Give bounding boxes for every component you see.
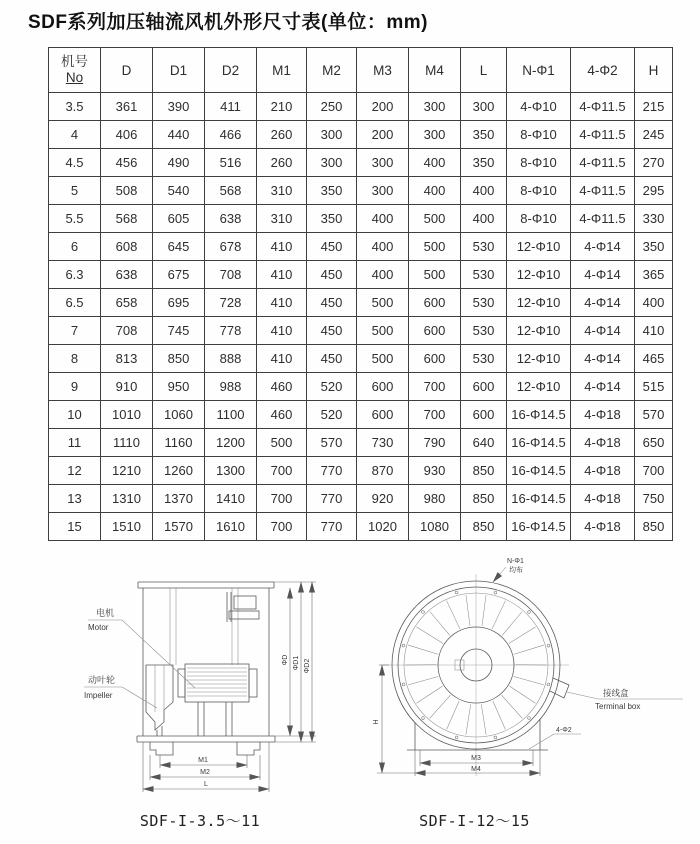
table-cell: 450: [307, 289, 357, 317]
table-row: [49, 177, 673, 205]
table-cell: 600: [461, 401, 507, 429]
table-cell: 260: [257, 121, 307, 149]
terminal-box: [550, 678, 683, 711]
height-dimension: [377, 665, 417, 773]
table-cell: 500: [409, 261, 461, 289]
table-cell: 745: [153, 317, 205, 345]
terminal-box-label-en: Terminal box: [595, 702, 641, 711]
table-cell: 8-Φ10: [507, 149, 571, 177]
table-cell: 658: [101, 289, 153, 317]
table-cell: 600: [461, 373, 507, 401]
table-cell: 700: [635, 457, 673, 485]
table-cell: 300: [357, 177, 409, 205]
col-header-d2: D2: [205, 48, 257, 93]
table-cell: 460: [257, 401, 307, 429]
table-cell: 516: [205, 149, 257, 177]
table-cell: 1610: [205, 513, 257, 541]
bolt-hole-note: [493, 558, 524, 582]
table-cell: 4.5: [49, 149, 101, 177]
table-row: [49, 289, 673, 317]
table-cell: 1100: [205, 401, 257, 429]
table-cell: 11: [49, 429, 101, 457]
table-cell: 708: [101, 317, 153, 345]
dim-label-m3: M3: [471, 755, 481, 762]
col-header-m1: M1: [257, 48, 307, 93]
table-cell: 4-Φ14: [571, 345, 635, 373]
table-cell: 770: [307, 457, 357, 485]
motor-label-en: Motor: [88, 623, 109, 632]
table-cell: 330: [635, 205, 673, 233]
table-cell: 600: [357, 401, 409, 429]
table-cell: 4-Φ18: [571, 485, 635, 513]
table-cell: 465: [635, 345, 673, 373]
dim-label-l: L: [204, 781, 208, 788]
table-cell: 4-Φ14: [571, 317, 635, 345]
header-no-line2: No: [65, 70, 84, 85]
foot-hole-note: [529, 727, 581, 749]
table-cell: 600: [409, 317, 461, 345]
table-cell: 700: [257, 457, 307, 485]
table-cell: 605: [153, 205, 205, 233]
table-cell: 530: [461, 261, 507, 289]
motor: [178, 664, 257, 736]
motor-label-cn: 电机: [96, 608, 115, 618]
table-cell: 540: [153, 177, 205, 205]
table-cell: 350: [635, 233, 673, 261]
table-cell: 568: [101, 205, 153, 233]
table-cell: 1020: [357, 513, 409, 541]
table-cell: 6: [49, 233, 101, 261]
table-row: [49, 345, 673, 373]
table-cell: 7: [49, 317, 101, 345]
table-cell: 295: [635, 177, 673, 205]
table-cell: 400: [409, 149, 461, 177]
table-cell: 15: [49, 513, 101, 541]
table-row: [49, 149, 673, 177]
table-cell: 4-Φ18: [571, 429, 635, 457]
table-cell: 5: [49, 177, 101, 205]
table-cell: 4-Φ11.5: [571, 205, 635, 233]
dimension-table: [48, 47, 673, 541]
table-cell: 16-Φ14.5: [507, 485, 571, 513]
table-cell: 16-Φ14.5: [507, 401, 571, 429]
table-cell: 4: [49, 121, 101, 149]
table-cell: 365: [635, 261, 673, 289]
table-cell: 728: [205, 289, 257, 317]
table-cell: 4-Φ14: [571, 289, 635, 317]
table-cell: 910: [101, 373, 153, 401]
table-cell: 515: [635, 373, 673, 401]
table-cell: 8: [49, 345, 101, 373]
impeller: [146, 665, 173, 736]
dim-label-phi-d1: ΦD1: [293, 655, 300, 671]
table-cell: 850: [461, 485, 507, 513]
table-cell: 260: [257, 149, 307, 177]
terminal-box-label-cn: 接线盒: [603, 688, 629, 698]
table-cell: 200: [357, 93, 409, 121]
table-cell: 400: [357, 261, 409, 289]
table-cell: 3.5: [49, 93, 101, 121]
table-cell: 1200: [205, 429, 257, 457]
table-cell: 410: [257, 345, 307, 373]
table-cell: 400: [357, 205, 409, 233]
table-cell: 13: [49, 485, 101, 513]
table-cell: 5.5: [49, 205, 101, 233]
page-title: SDF系列加压轴流风机外形尺寸表(单位：mm): [28, 12, 428, 33]
table-cell: 888: [205, 345, 257, 373]
table-cell: 310: [257, 205, 307, 233]
table-cell: 12-Φ10: [507, 373, 571, 401]
table-cell: 500: [257, 429, 307, 457]
table-cell: 1570: [153, 513, 205, 541]
table-cell: 640: [461, 429, 507, 457]
table-cell: 466: [205, 121, 257, 149]
table-row: [49, 373, 673, 401]
table-cell: 708: [205, 261, 257, 289]
table-cell: 1080: [409, 513, 461, 541]
front-view-drawing: [355, 552, 685, 802]
table-cell: 4-Φ18: [571, 513, 635, 541]
table-cell: 450: [307, 345, 357, 373]
impeller-label-cn: 动叶轮: [88, 675, 116, 685]
table-cell: 350: [461, 121, 507, 149]
table-cell: 4-Φ18: [571, 401, 635, 429]
mounting-feet: [150, 742, 260, 755]
table-cell: 950: [153, 373, 205, 401]
table-cell: 570: [635, 401, 673, 429]
table-cell: 1510: [101, 513, 153, 541]
table-cell: 870: [357, 457, 409, 485]
table-cell: 600: [409, 345, 461, 373]
table-cell: 300: [357, 149, 409, 177]
table-cell: 8-Φ10: [507, 177, 571, 205]
table-cell: 450: [307, 261, 357, 289]
table-cell: 813: [101, 345, 153, 373]
table-cell: 200: [357, 121, 409, 149]
header-no-line1: 机号: [61, 53, 88, 69]
caption-side-view: SDF-I-3.5～11: [139, 812, 261, 830]
table-cell: 16-Φ14.5: [507, 513, 571, 541]
table-cell: 4-Φ11.5: [571, 177, 635, 205]
table-cell: 400: [461, 177, 507, 205]
table-cell: 770: [307, 513, 357, 541]
table-cell: 16-Φ14.5: [507, 429, 571, 457]
table-cell: 500: [357, 317, 409, 345]
table-cell: 530: [461, 233, 507, 261]
table-cell: 400: [461, 205, 507, 233]
table-cell: 520: [307, 373, 357, 401]
table-cell: 4-Φ14: [571, 261, 635, 289]
table-cell: 10: [49, 401, 101, 429]
table-cell: 410: [635, 317, 673, 345]
col-header-d1: D1: [153, 48, 205, 93]
table-cell: 1110: [101, 429, 153, 457]
table-row: [49, 261, 673, 289]
table-cell: 770: [307, 485, 357, 513]
table-cell: 12-Φ10: [507, 261, 571, 289]
table-cell: 568: [205, 177, 257, 205]
table-cell: 410: [257, 317, 307, 345]
table-cell: 675: [153, 261, 205, 289]
table-cell: 350: [307, 177, 357, 205]
dim-label-m1: M1: [198, 757, 208, 764]
table-cell: 850: [153, 345, 205, 373]
table-cell: 411: [205, 93, 257, 121]
table-cell: 245: [635, 121, 673, 149]
table-cell: 500: [357, 289, 409, 317]
table-cell: 460: [257, 373, 307, 401]
table-cell: 361: [101, 93, 153, 121]
table-body: [49, 93, 673, 541]
table-cell: 1160: [153, 429, 205, 457]
col-header-4phi2: 4-Φ2: [571, 48, 635, 93]
table-cell: 440: [153, 121, 205, 149]
table-cell: 350: [307, 205, 357, 233]
table-cell: 678: [205, 233, 257, 261]
table-cell: 850: [635, 513, 673, 541]
table-cell: 12-Φ10: [507, 345, 571, 373]
table-row: [49, 205, 673, 233]
table-cell: 12: [49, 457, 101, 485]
table-row: [49, 485, 673, 513]
col-header-m4: M4: [409, 48, 461, 93]
fan-casing: [137, 582, 275, 742]
table-cell: 4-Φ14: [571, 373, 635, 401]
table-cell: 500: [409, 205, 461, 233]
table-cell: 210: [257, 93, 307, 121]
table-cell: 16-Φ14.5: [507, 457, 571, 485]
table-cell: 4-Φ11.5: [571, 149, 635, 177]
centerlines: [383, 574, 569, 776]
dim-label-h: H: [373, 719, 380, 725]
table-cell: 600: [357, 373, 409, 401]
col-header-h: H: [635, 48, 673, 93]
table-cell: 490: [153, 149, 205, 177]
table-cell: 750: [635, 485, 673, 513]
table-cell: 695: [153, 289, 205, 317]
dim-label-phi-d: ΦD: [282, 654, 289, 666]
table-cell: 6.5: [49, 289, 101, 317]
table-cell: 4-Φ10: [507, 93, 571, 121]
table-cell: 778: [205, 317, 257, 345]
table-row: [49, 317, 673, 345]
table-cell: 530: [461, 289, 507, 317]
dim-label-m4: M4: [471, 766, 481, 773]
table-cell: 450: [307, 317, 357, 345]
col-header-m2: M2: [307, 48, 357, 93]
table-cell: 1210: [101, 457, 153, 485]
table-cell: 730: [357, 429, 409, 457]
table-cell: 390: [153, 93, 205, 121]
table-row: [49, 401, 673, 429]
dim-label-m2: M2: [200, 769, 210, 776]
table-cell: 406: [101, 121, 153, 149]
table-cell: 700: [409, 401, 461, 429]
side-view-drawing: [60, 552, 360, 802]
table-cell: 12-Φ10: [507, 289, 571, 317]
table-cell: 4-Φ18: [571, 457, 635, 485]
table-cell: 410: [257, 261, 307, 289]
table-cell: 270: [635, 149, 673, 177]
foot-note-label: 4-Φ2: [556, 727, 572, 734]
col-header-d: D: [101, 48, 153, 93]
table-cell: 400: [635, 289, 673, 317]
table-cell: 8-Φ10: [507, 121, 571, 149]
table-cell: 608: [101, 233, 153, 261]
table-cell: 1010: [101, 401, 153, 429]
bolt-note-line2: 均布: [509, 567, 523, 574]
table-header-row: [49, 48, 673, 93]
table-row: [49, 121, 673, 149]
table-cell: 300: [409, 93, 461, 121]
table-cell: 12-Φ10: [507, 317, 571, 345]
table-cell: 650: [635, 429, 673, 457]
table-cell: 1370: [153, 485, 205, 513]
table-cell: 638: [205, 205, 257, 233]
table-row: [49, 457, 673, 485]
table-cell: 300: [307, 121, 357, 149]
table-cell: 1300: [205, 457, 257, 485]
col-header-no: [49, 48, 101, 93]
table-cell: 500: [357, 345, 409, 373]
table-cell: 1260: [153, 457, 205, 485]
table-cell: 400: [357, 233, 409, 261]
table-cell: 300: [409, 121, 461, 149]
table-cell: 500: [409, 233, 461, 261]
table-cell: 12-Φ10: [507, 233, 571, 261]
table-cell: 645: [153, 233, 205, 261]
table-cell: 930: [409, 457, 461, 485]
table-row: [49, 513, 673, 541]
table-cell: 1410: [205, 485, 257, 513]
table-cell: 400: [409, 177, 461, 205]
col-header-l: L: [461, 48, 507, 93]
table-cell: 1060: [153, 401, 205, 429]
col-header-nphi1: N-Φ1: [507, 48, 571, 93]
table-cell: 6.3: [49, 261, 101, 289]
col-header-m3: M3: [357, 48, 409, 93]
table-cell: 4-Φ11.5: [571, 121, 635, 149]
table-cell: 700: [409, 373, 461, 401]
table-cell: 9: [49, 373, 101, 401]
table-cell: 350: [461, 149, 507, 177]
table-cell: 508: [101, 177, 153, 205]
table-cell: 450: [307, 233, 357, 261]
table-cell: 456: [101, 149, 153, 177]
table-row: [49, 93, 673, 121]
table-cell: 4-Φ11.5: [571, 93, 635, 121]
table-cell: 850: [461, 513, 507, 541]
table-cell: 410: [257, 233, 307, 261]
table-row: [49, 233, 673, 261]
table-cell: 988: [205, 373, 257, 401]
table-cell: 530: [461, 345, 507, 373]
table-cell: 600: [409, 289, 461, 317]
table-cell: 570: [307, 429, 357, 457]
table-cell: 920: [357, 485, 409, 513]
table-cell: 700: [257, 485, 307, 513]
table-cell: 250: [307, 93, 357, 121]
caption-front-view: SDF-I-12～15: [419, 812, 530, 830]
table-cell: 530: [461, 317, 507, 345]
table-cell: 638: [101, 261, 153, 289]
table-cell: 300: [307, 149, 357, 177]
table-cell: 980: [409, 485, 461, 513]
table-cell: 310: [257, 177, 307, 205]
table-row: [49, 429, 673, 457]
bolt-note-line1: N-Φ1: [507, 558, 524, 565]
table-cell: 410: [257, 289, 307, 317]
table-cell: 215: [635, 93, 673, 121]
table-cell: 4-Φ14: [571, 233, 635, 261]
table-cell: 8-Φ10: [507, 205, 571, 233]
dim-label-phi-d2: ΦD2: [304, 658, 311, 674]
table-cell: 850: [461, 457, 507, 485]
table-cell: 1310: [101, 485, 153, 513]
impeller-label-en: Impeller: [84, 691, 113, 700]
table-cell: 300: [461, 93, 507, 121]
table-cell: 700: [257, 513, 307, 541]
table-cell: 520: [307, 401, 357, 429]
table-cell: 790: [409, 429, 461, 457]
